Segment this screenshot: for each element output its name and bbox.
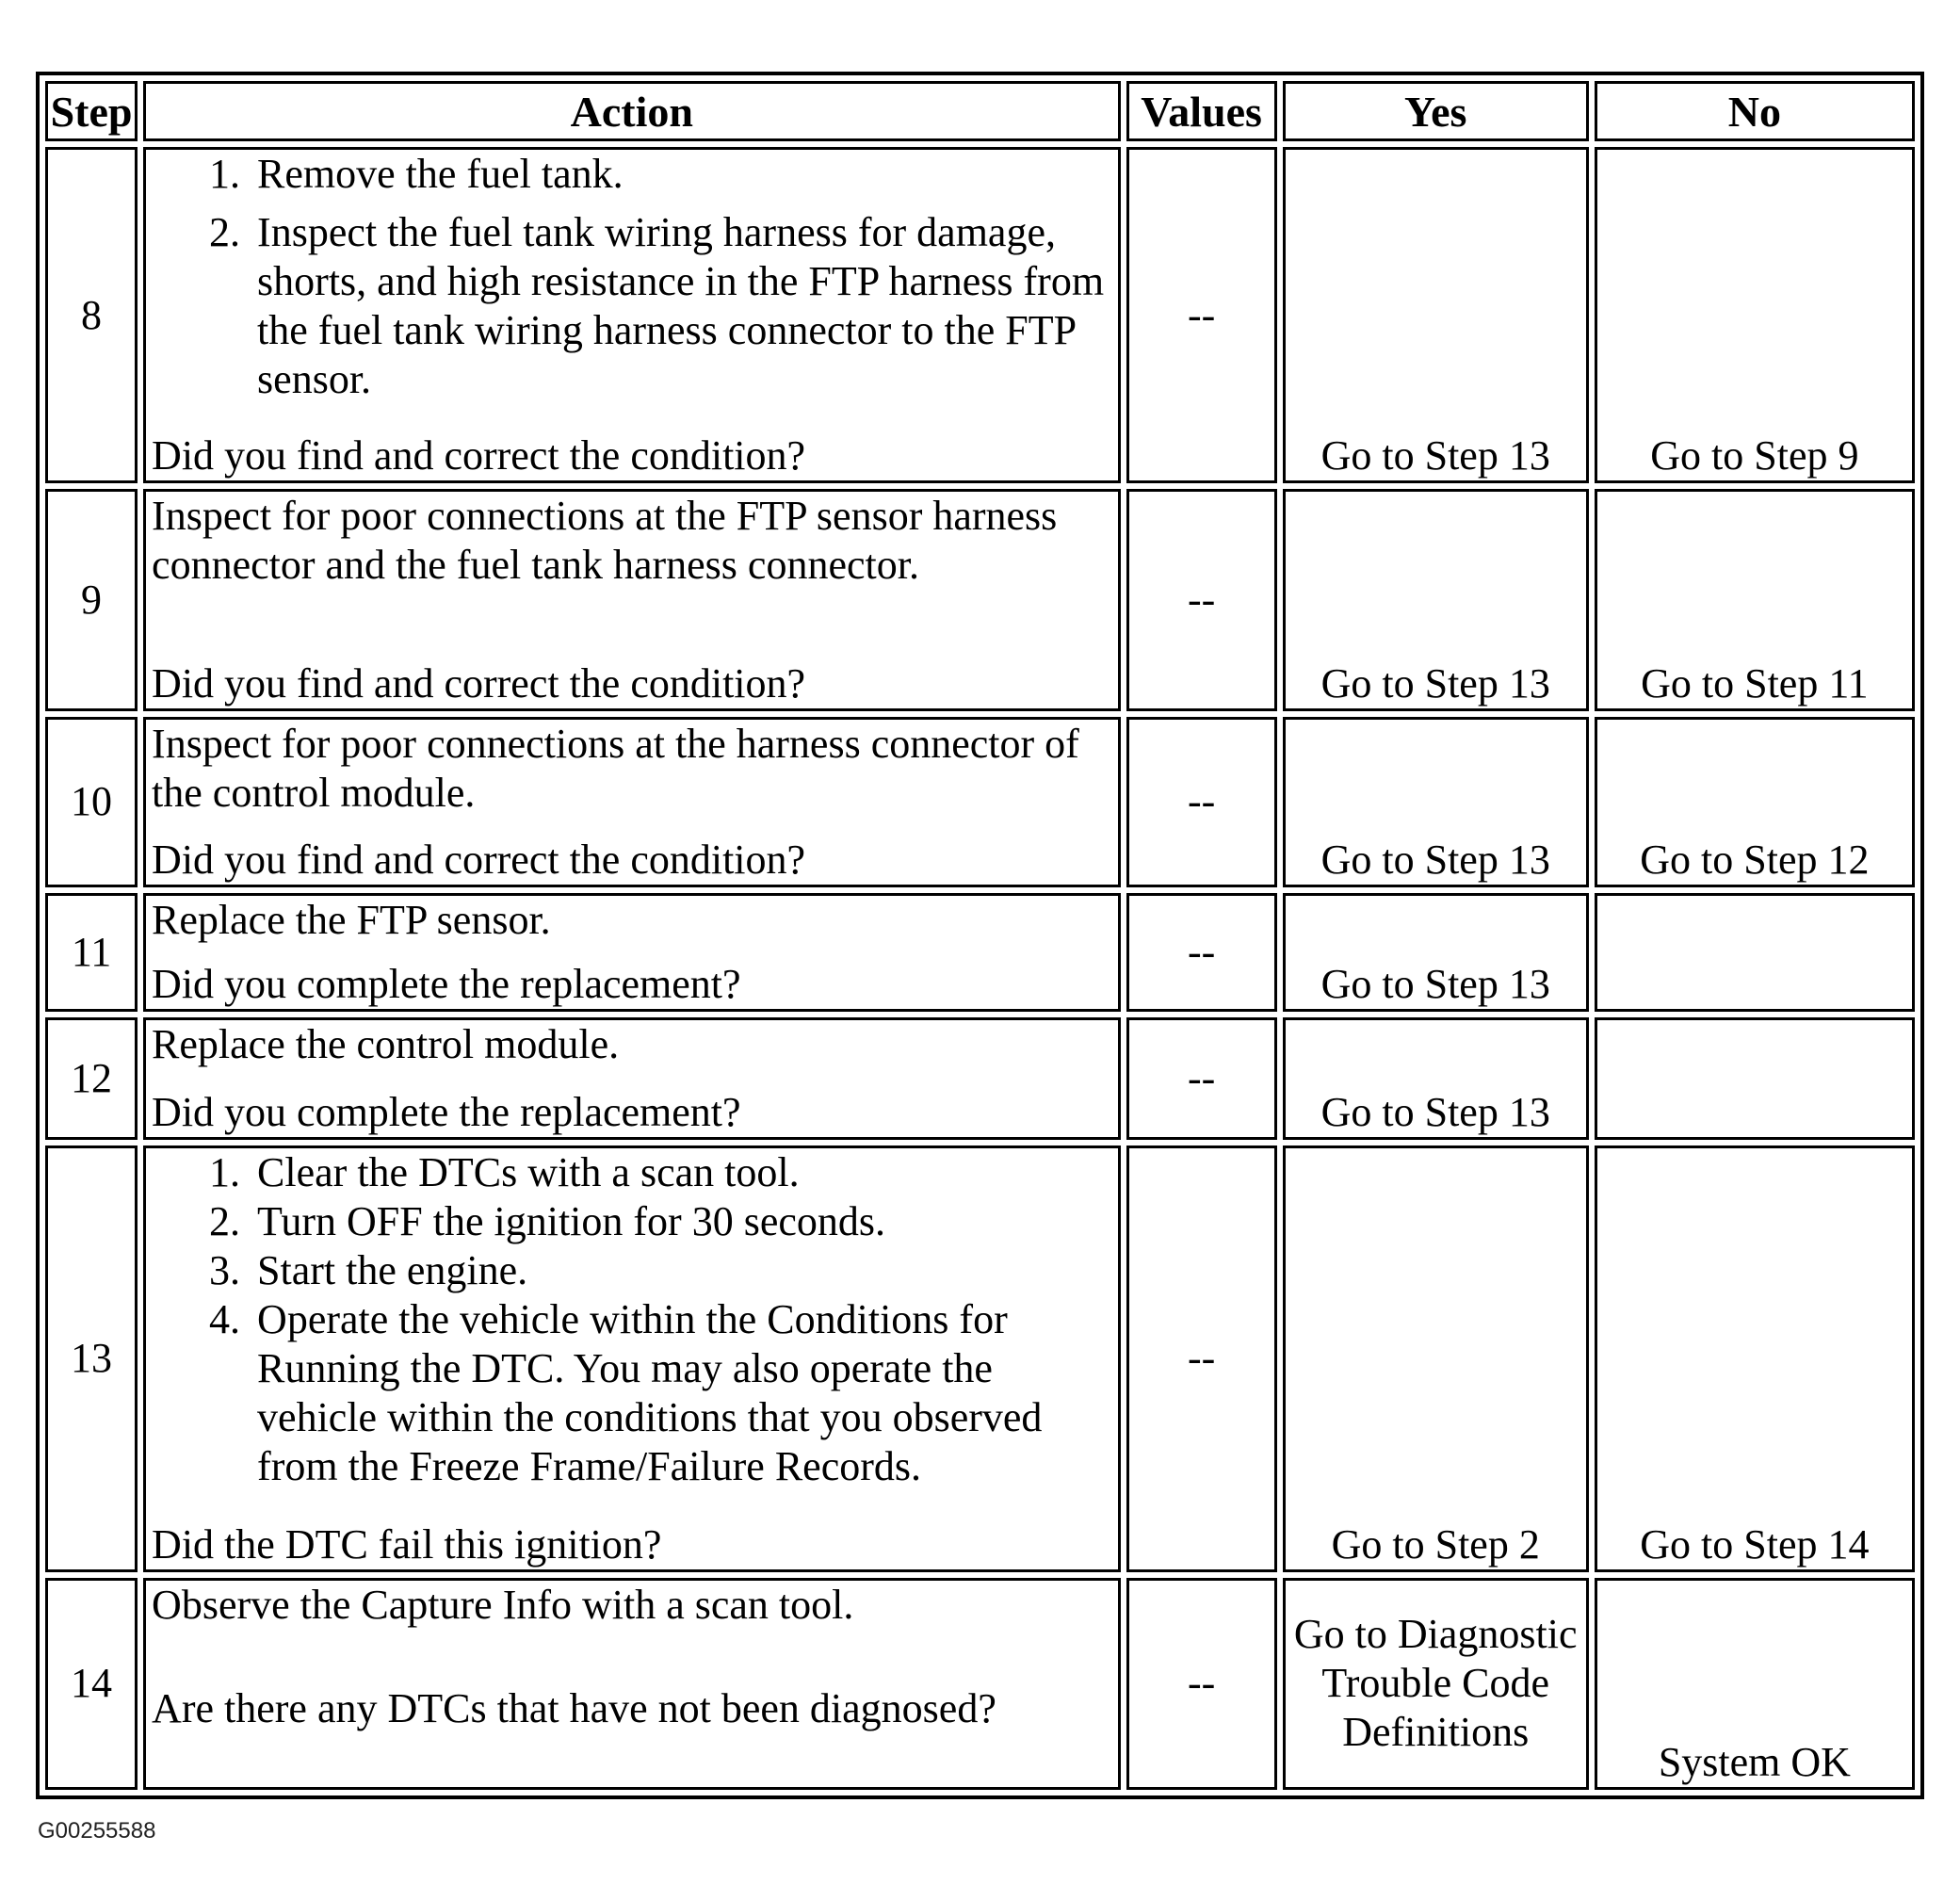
figure-code: G00255588 [38,1818,156,1844]
no-cell: System OK [1595,1578,1915,1790]
action-question: Did you complete the replacement? [152,960,741,1007]
step-number: 14 [45,1578,138,1790]
action-text: Inspect for poor connections at the FTP sensor harness connector and the fuel tank harness connector. [152,493,1058,589]
step-number: 12 [45,1017,138,1140]
action-text: Replace the FTP sensor. [152,896,551,943]
yes-cell: Go to Step 2 [1283,1145,1589,1572]
action-question: Are there any DTCs that have not been diagnosed? [152,1684,996,1731]
action-cell [143,893,1121,1012]
action-cell [143,1145,1121,1572]
action-question: Did you find and correct the condition? [152,836,806,883]
action-step: 2. Inspect the fuel tank wiring harness for damage, shorts, and high resistance in the FTP harness from the fuel tank wiring harness connector to the FTP sensor. [209,209,1105,402]
step-number: 8 [45,147,138,483]
header-yes: Yes [1283,81,1589,141]
action-cell [143,489,1121,711]
step-number: 10 [45,717,138,887]
action-question: Did you find and correct the condition? [152,432,806,479]
header-action: Action [143,81,1121,141]
action-question: Did you find and correct the condition? [152,660,806,707]
step-number: 13 [45,1145,138,1572]
action-step: 4. Operate the vehicle within the Conditions for Running the DTC. You may also operate the vehicle within the conditions that you observed from the Freeze Frame/Failure Records. [209,1295,1043,1489]
action-steps [152,1148,1112,1491]
no-cell: Go to Step 9 [1595,147,1915,483]
yes-cell: Go to Step 13 [1283,489,1589,711]
action-step: 1. Remove the fuel tank. [209,151,624,197]
action-text: Replace the control module. [152,1020,620,1067]
yes-cell: Go to Diagnostic Trouble Code Definitions [1283,1578,1589,1790]
no-cell [1595,1017,1915,1140]
action-cell [143,1017,1121,1140]
yes-cell: Go to Step 13 [1283,717,1589,887]
action-step: 3. Start the engine. [209,1246,528,1293]
header-values: Values [1126,81,1277,141]
values-cell: -- [1126,489,1277,711]
yes-cell: Go to Step 13 [1283,147,1589,483]
header-row [45,81,1915,141]
values-cell: -- [1126,147,1277,483]
action-step: 2. Turn OFF the ignition for 30 seconds. [209,1197,886,1244]
table-row [45,1145,1915,1572]
action-text: Inspect for poor connections at the harness connector of the control module. [152,721,1079,817]
yes-cell: Go to Step 13 [1283,893,1589,1012]
table-row [45,489,1915,711]
yes-cell: Go to Step 13 [1283,1017,1589,1140]
values-cell: -- [1126,1145,1277,1572]
diagnostic-table [40,75,1920,1795]
action-cell [143,147,1121,483]
action-cell [143,1578,1121,1790]
values-cell: -- [1126,717,1277,887]
values-cell: -- [1126,1017,1277,1140]
action-question: Did you complete the replacement? [152,1088,741,1135]
action-step: 1. Clear the DTCs with a scan tool. [209,1148,800,1195]
no-cell: Go to Step 11 [1595,489,1915,711]
action-question: Did the DTC fail this ignition? [152,1520,662,1568]
step-number: 9 [45,489,138,711]
diagnostic-table-frame [36,72,1924,1799]
table-row [45,1017,1915,1140]
no-cell: Go to Step 14 [1595,1145,1915,1572]
action-text: Observe the Capture Info with a scan tool. [152,1581,854,1628]
no-cell: Go to Step 12 [1595,717,1915,887]
table-row [45,1578,1915,1790]
table-row [45,893,1915,1012]
step-number: 11 [45,893,138,1012]
header-step: Step [45,81,138,141]
values-cell: -- [1126,1578,1277,1790]
no-cell [1595,893,1915,1012]
action-steps [152,150,1112,404]
values-cell: -- [1126,893,1277,1012]
action-cell [143,717,1121,887]
header-no: No [1595,81,1915,141]
table-row [45,147,1915,483]
table-row [45,717,1915,887]
